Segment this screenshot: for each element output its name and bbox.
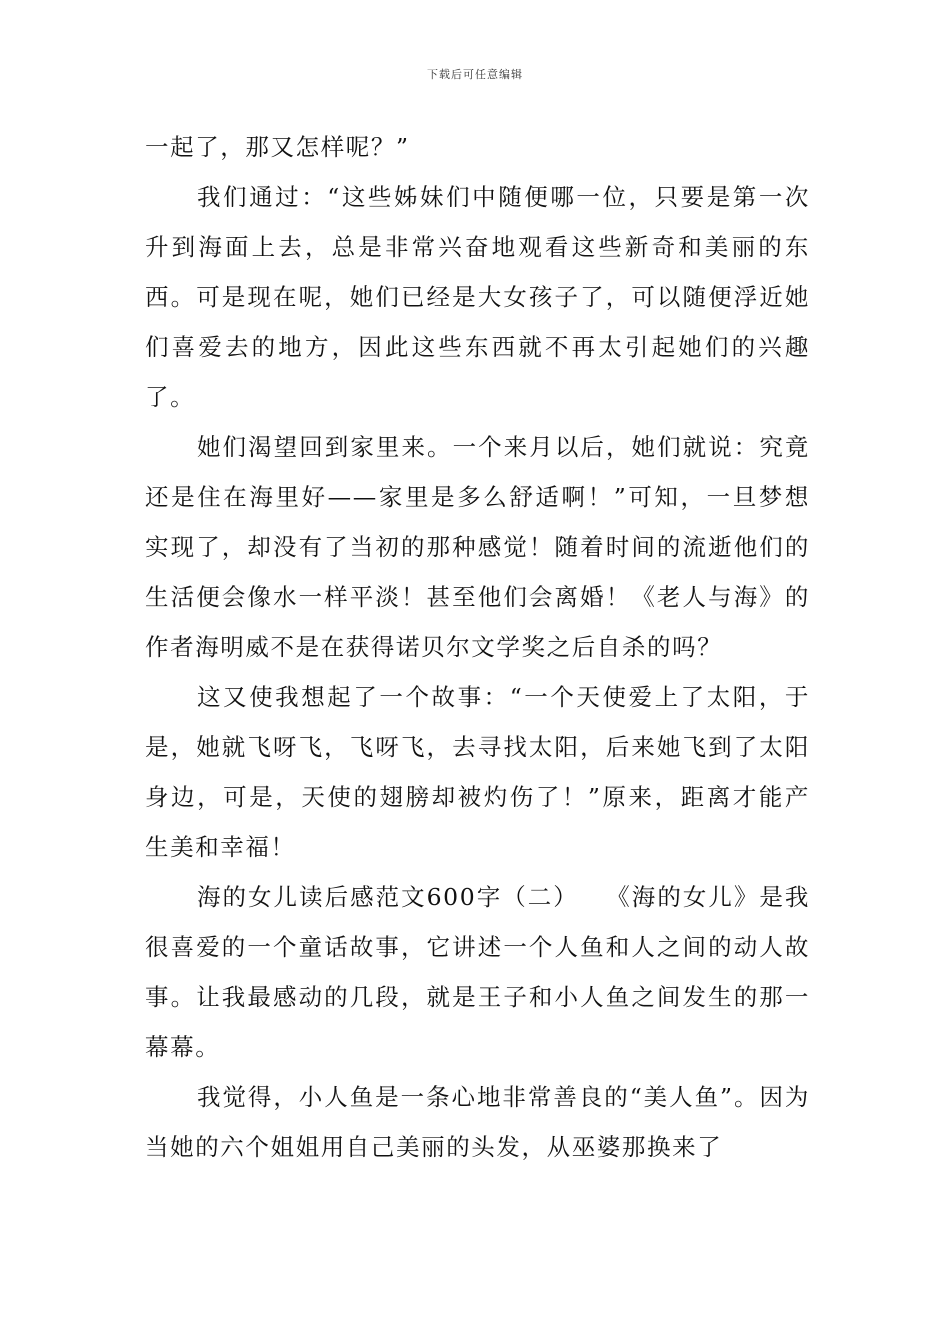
page-header: 下载后可任意编辑 [427, 68, 523, 81]
paragraph: 我觉得，小人鱼是一条心地非常善良的“美人鱼”。因为当她的六个姐姐用自己美丽的头发，从巫婆那换来了 [145, 1083, 810, 1161]
paragraph: 她们渴望回到家里来。一个来月以后，她们就说：究竟还是住在海里好——家里是多么舒适啊！”可知，一旦梦想实现了，却没有了当初的那种感觉！随着时间的流逝他们的生活便会像水一样平淡！甚至他们会离婚！《老人与海》的作者海明威不是在获得诺贝尔文学奖之后自杀的吗？ [145, 433, 810, 661]
document-body [145, 122, 810, 1172]
paragraph: 这又使我想起了一个故事：“一个天使爱上了太阳，于是，她就飞呀飞，飞呀飞，去寻找太阳，后来她飞到了太阳 身边，可是，天使的翅膀却被灼伤了！”原来，距离才能产生美和幸福！ [145, 683, 810, 861]
paragraph-section-title: 海的女儿读后感范文600字（二） 《海的女儿》是我很喜爱的一个童话故事，它讲述一个人鱼和人之间的动人故事。让我最感动的几段，就是王子和小人鱼之间发生的那一幕幕。 [145, 883, 810, 1061]
paragraph: 我们通过：“这些姊妹们中随便哪一位，只要是第一次升到海面上去，总是非常兴奋地观看这些新奇和美丽的东西。可是现在呢，她们已经是大女孩子了，可以随便浮近她们喜爱去的地方，因此这些东西就不再太引起她们的兴趣了。 [145, 183, 810, 411]
paragraph-continued: 一起了，那又怎样呢？” [145, 133, 410, 161]
